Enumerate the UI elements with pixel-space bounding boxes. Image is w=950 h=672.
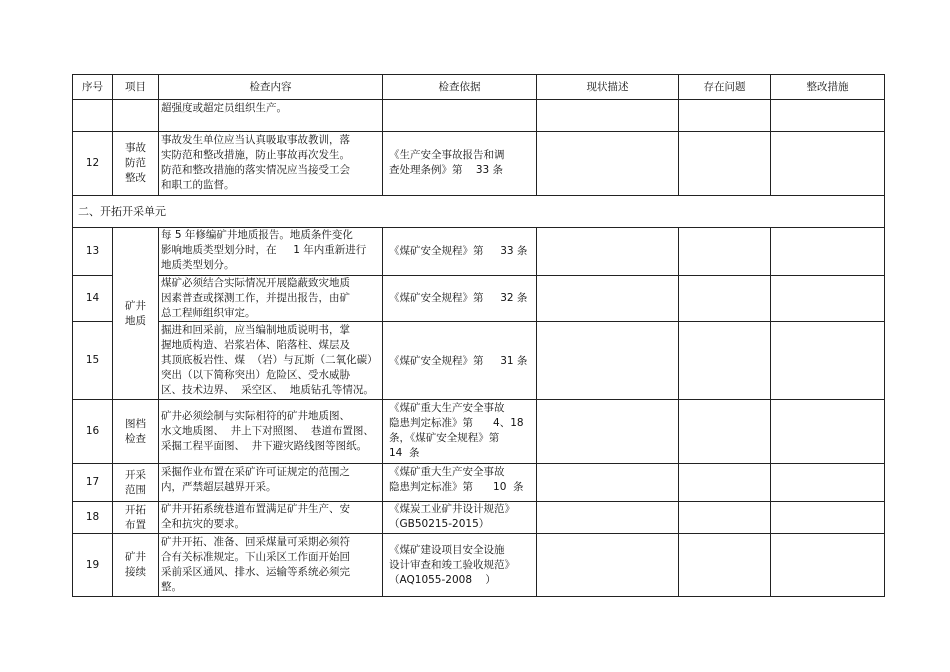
row-17-item: 开采 范围 bbox=[125, 468, 146, 496]
row-18-content: 矿井开拓系统巷道布置满足矿井生产、安 全和抗灾的要求。 bbox=[161, 503, 350, 530]
row-divider bbox=[72, 131, 885, 132]
row-15-seq: 15 bbox=[85, 354, 100, 366]
continuation-content: 超强度或超定员组织生产。 bbox=[161, 102, 287, 114]
row-19-basis: 《煤矿建设项目安全设施 设计审查和竣工验收规范》 （AQ1055-2008 ） bbox=[389, 544, 515, 586]
header-item: 项目 bbox=[125, 80, 146, 93]
row-divider bbox=[158, 321, 885, 322]
row-15-basis: 《煤矿安全规程》第 31 条 bbox=[389, 355, 528, 367]
inspection-table bbox=[72, 74, 885, 597]
row-12-content: 事故发生单位应当认真吸取事故教训，落 实防范和整改措施，防止事故再次发生。 防范和整改措施的落实情况应当接受工会 和职工的监督。 bbox=[161, 134, 350, 191]
group-item-geology: 矿井 地质 bbox=[125, 299, 146, 327]
row-19-item: 矿井 接续 bbox=[125, 551, 146, 578]
row-13-content: 每 5 年修编矿井地质报告。地质条件变化 影响地质类型划分时，在 1 年内重新进行 地质类型划分。 bbox=[161, 229, 367, 271]
row-12-basis: 《生产安全事故报告和调 查处理条例》第 33 条 bbox=[389, 149, 505, 176]
row-14-content: 煤矿必须结合实际情况开展隐蔽致灾地质 因素普查或探测工作，并提出报告，由矿 总工程师组织审定。 bbox=[161, 277, 350, 319]
column-divider bbox=[678, 227, 679, 597]
column-divider bbox=[770, 227, 771, 597]
header-content: 检查内容 bbox=[249, 80, 292, 93]
row-17-seq: 17 bbox=[85, 476, 100, 488]
row-16-item: 图档 检查 bbox=[125, 417, 146, 445]
row-17-content: 采掘作业布置在采矿许可证规定的范围之 内，严禁超层越界开采。 bbox=[161, 466, 350, 493]
header-problem: 存在问题 bbox=[703, 80, 746, 93]
column-divider bbox=[158, 227, 159, 597]
row-18-item: 开拓 布置 bbox=[125, 503, 146, 531]
row-divider bbox=[72, 533, 885, 534]
row-13-seq: 13 bbox=[85, 245, 100, 257]
column-divider bbox=[536, 227, 537, 597]
row-13-basis: 《煤矿安全规程》第 33 条 bbox=[389, 245, 528, 257]
table-border-right bbox=[884, 74, 885, 597]
row-16-content: 矿井必须绘制与实际相符的矿井地质图、 水文地质图、 井上下对照图、 巷道布置图、 采掘工程平面图、 井下避灾路线图等图纸。 bbox=[161, 410, 374, 452]
row-16-basis: 《煤矿重大生产安全事故 隐患判定标准》第 4、18 条，《煤矿安全规程》第 14 条 bbox=[389, 402, 524, 459]
row-12-item: 事故 防范 整改 bbox=[125, 142, 146, 184]
row-15-content: 掘进和回采前，应当编制地质说明书，掌 握地质构造、岩浆岩体、陷落柱、煤层及 其顶底板岩性、煤 （岩）与瓦斯（二氧化碳） 突出（以下简称突出）危险区、受水威胁 区、技术边界、 采空区、 地质钻孔等情况。 bbox=[161, 324, 378, 396]
row-12-seq: 12 bbox=[85, 157, 100, 169]
row-divider bbox=[72, 195, 885, 196]
table-border-bottom bbox=[72, 596, 885, 597]
header-measure: 整改措施 bbox=[806, 80, 849, 93]
row-14-basis: 《煤矿安全规程》第 32 条 bbox=[389, 292, 528, 304]
row-18-seq: 18 bbox=[85, 511, 100, 523]
row-divider bbox=[72, 463, 885, 464]
header-status: 现状描述 bbox=[586, 80, 629, 93]
row-18-basis: 《煤炭工业矿井设计规范》 （GB50215-2015） bbox=[389, 503, 515, 530]
row-17-basis: 《煤矿重大生产安全事故 隐患判定标准》第 10 条 bbox=[389, 466, 524, 493]
column-divider bbox=[382, 227, 383, 597]
row-divider bbox=[72, 399, 885, 400]
row-divider bbox=[72, 99, 885, 100]
header-basis: 检查依据 bbox=[438, 80, 481, 93]
row-19-content: 矿井开拓、准备、回采煤量可采期必须符 合有关标准规定。下山采区工作面开始回 采前采区通风、排水、运输等系统必须完 整。 bbox=[161, 536, 350, 593]
row-14-seq: 14 bbox=[85, 292, 100, 304]
row-19-seq: 19 bbox=[85, 558, 100, 571]
section-heading: 二、开拓开采单元 bbox=[78, 205, 166, 218]
header-seq: 序号 bbox=[82, 80, 103, 93]
row-16-seq: 16 bbox=[85, 425, 100, 437]
